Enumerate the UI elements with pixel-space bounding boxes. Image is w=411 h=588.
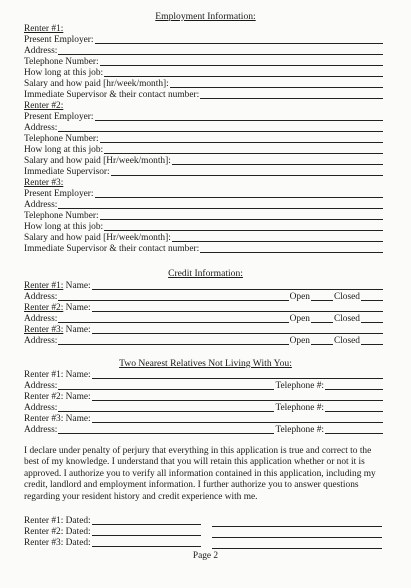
employment-r2-supervisor-field[interactable]: Immediate Supervisor:: [24, 167, 384, 178]
employment-r2-howlong-field[interactable]: How long at this job:: [24, 145, 384, 156]
employment-r3-howlong-field[interactable]: How long at this job:: [24, 222, 384, 233]
employment-renter-2-heading: Renter #2:: [24, 101, 64, 111]
relatives-r3-address-field[interactable]: Address: Telephone #:: [24, 425, 384, 436]
employment-r3-supervisor-field[interactable]: Immediate Supervisor & their contact number:: [24, 244, 384, 255]
relatives-r3-name-field[interactable]: Renter #3: Name:: [24, 414, 384, 425]
page-number: Page 2: [192, 551, 219, 561]
credit-r1-name-field[interactable]: Renter #1: Name:: [24, 281, 384, 292]
employment-r3-salary-field[interactable]: Salary and how paid [Hr/week/month]:: [24, 233, 384, 244]
credit-r2-name-field[interactable]: Renter #2: Name:: [24, 303, 384, 314]
signature-line-r1[interactable]: [212, 525, 382, 527]
credit-r1-address-field[interactable]: Address: Open Closed: [24, 292, 384, 303]
credit-r3-name-field[interactable]: Renter #3: Name:: [24, 325, 384, 336]
relatives-r2-telephone-label: Telephone #:: [275, 403, 324, 413]
credit-r3-open-label: Open: [289, 336, 310, 346]
relatives-r1-telephone-label: Telephone #:: [275, 381, 324, 391]
relatives-r2-name-field[interactable]: Renter #2: Name:: [24, 392, 384, 403]
credit-r1-open-label: Open: [289, 292, 310, 302]
employment-renter-1-heading: Renter #1:: [24, 24, 64, 34]
relatives-r2-address-field[interactable]: Address: Telephone #:: [24, 403, 384, 414]
credit-r2-closed-label: Closed: [333, 314, 360, 324]
employment-renter-3-heading: Renter #3:: [24, 178, 64, 188]
employment-r2-address-field[interactable]: Address:: [24, 123, 384, 134]
employment-r3-telephone-field[interactable]: Telephone Number:: [24, 211, 384, 222]
credit-title: Credit Information:: [168, 268, 243, 279]
employment-r3-address-field[interactable]: Address:: [24, 200, 384, 211]
declaration-text: I declare under penalty of perjury that everything in this application is true and correct to the best of my knowledge. I understand that you will retain this application whether or not it is approved. I authorize you to verify all information contained in this application, including my credit, landlord and employment information. I further authorize you to answer questions regarding your resident history and credit experience with me.: [24, 446, 376, 502]
signature-line-r3[interactable]: [212, 547, 382, 549]
relatives-r3-telephone-label: Telephone #:: [275, 425, 324, 435]
credit-r3-closed-label: Closed: [333, 336, 360, 346]
relatives-r1-name-field[interactable]: Renter #1: Name:: [24, 370, 384, 381]
employment-r1-howlong-field[interactable]: How long at this job:: [24, 68, 384, 79]
employment-r1-supervisor-field[interactable]: Immediate Supervisor & their contact number:: [24, 90, 384, 101]
credit-r2-address-field[interactable]: Address: Open Closed: [24, 314, 384, 325]
employment-r1-address-field[interactable]: Address:: [24, 46, 384, 57]
relatives-r1-address-field[interactable]: Address: Telephone #:: [24, 381, 384, 392]
dated-r2-field[interactable]: Renter #2: Dated:: [24, 527, 202, 538]
employment-title: Employment Information:: [155, 11, 256, 22]
credit-r1-closed-label: Closed: [333, 292, 360, 302]
employment-r2-salary-field[interactable]: Salary and how paid [Hr/week/month]:: [24, 156, 384, 167]
employment-r3-employer-field[interactable]: Present Employer:: [24, 189, 384, 200]
credit-r2-open-label: Open: [289, 314, 310, 324]
dated-r3-field[interactable]: Renter #3: Dated:: [24, 538, 202, 549]
employment-r2-telephone-field[interactable]: Telephone Number:: [24, 134, 384, 145]
credit-r3-address-field[interactable]: Address: Open Closed: [24, 336, 384, 347]
employment-r1-employer-field[interactable]: Present Employer:: [24, 35, 384, 46]
signature-line-r2[interactable]: [212, 536, 382, 538]
employment-r1-telephone-field[interactable]: Telephone Number:: [24, 57, 384, 68]
employment-r1-salary-field[interactable]: Salary and how paid [hr/week/month]:: [24, 79, 384, 90]
dated-r1-field[interactable]: Renter #1: Dated:: [24, 516, 202, 527]
employment-r2-employer-field[interactable]: Present Employer:: [24, 112, 384, 123]
relatives-title: Two Nearest Relatives Not Living With You:: [119, 358, 292, 369]
